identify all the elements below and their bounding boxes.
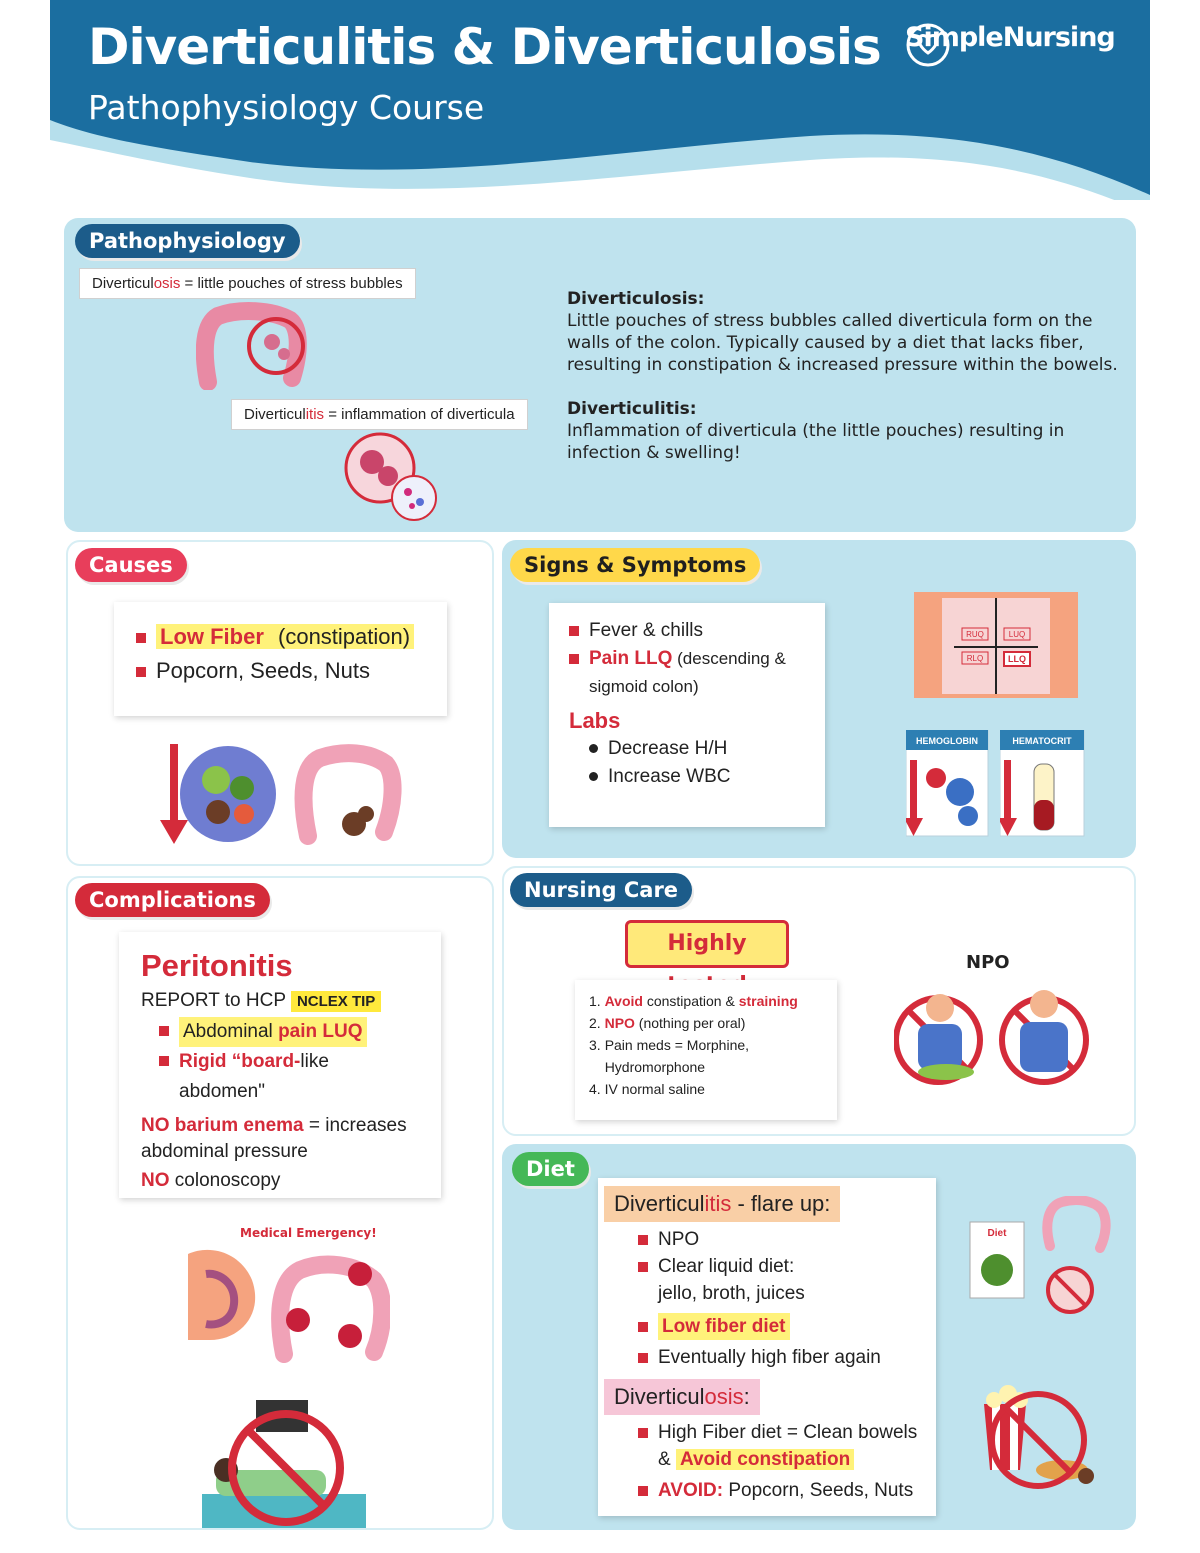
complications-pill: Complications [75,883,270,917]
diverticulosis-label: Diverticulosis = little pouches of stress bubbles [79,268,416,299]
causes-list: Low Fiber (constipation) Popcorn, Seeds, Nuts [114,602,447,716]
peritonitis-illustration [180,1244,390,1364]
colon-pouches-illustration [196,300,316,390]
quadrant-luq: LUQ [1008,630,1026,639]
diverticulitis-flare-heading: Diverticulitis - flare up: [604,1186,840,1222]
signs-list: Fever & chills Pain LLQ (descending & sigmoid colon) Labs Decrease H/H Increase WBC [549,603,825,827]
diverticulosis-description: Diverticulosis: Little pouches of stress bubbles called diverticula form on the walls of the colon. Typically caused by a diet that lacks fiber, resulting in constipation & increased pressure within the bowels. [567,289,1118,375]
highly-tested-badge: Highly [625,920,789,968]
constipated-colon-illustration [294,742,404,852]
hemoglobin-label: HEMOGLOBIN [916,736,978,746]
complications-list: Peritonitis REPORT to HCP NCLEX TIP Abdominal pain LUQ Rigid “board-like abdomen" NO barium enema = increases abdominal pressure NO colonoscopy [119,932,441,1198]
nursing-list: 1. Avoid constipation & straining 2. NPO (nothing per oral) 3. Pain meds = Morphine, Hydromorphone 4. IV normal saline [575,980,837,1120]
hematocrit-label: HEMATOCRIT [1012,736,1072,746]
hematocrit-card [1000,730,1086,840]
diet-book-colon-illustration [966,1196,1116,1316]
page-subtitle: Pathophysiology Course [88,88,485,127]
nursing-pill: Nursing Care [510,873,692,907]
diverticulitis-description: Diverticulitis: Inflammation of diverticula (the little pouches) resulting in infection & swelling! [567,399,1065,463]
brand-name: SimpleNursing [905,22,1115,53]
diet-book-label: Diet [987,1228,1007,1239]
no-colonoscopy-illustration [196,1398,376,1538]
npo-illustration [894,974,1094,1090]
abdomen-quadrants-illustration [914,592,1078,698]
hemoglobin-card [906,730,992,840]
nclex-tip-badge: NCLEX TIP [291,991,381,1012]
diet-list: Diverticulitis - flare up: NPO Clear liquid diet: jello, broth, juices Low fiber diet Eventually high fiber again Diverticulosis: High Fiber diet = Clean bowels & Avoid constipation AVOID: Popcorn, Seeds, Nuts [598,1178,936,1516]
signs-pill: Signs & Symptoms [510,548,760,582]
heart-stethoscope-icon [905,22,951,68]
page-title: Diverticulitis & Diverticulosis [88,18,881,76]
quadrant-ruq: RUQ [966,630,984,639]
pathophysiology-pill: Pathophysiology [75,224,300,258]
diverticulosis-diet-heading: Diverticulosis: [604,1379,760,1415]
medical-emergency-label: Medical Emergency! [240,1226,377,1240]
avoid-popcorn-illustration [974,1380,1104,1490]
peritonitis-heading: Peritonitis [141,948,293,983]
diverticulitis-label: Diverticulitis = inflammation of diverticula [231,399,528,430]
low-fiber-food-illustration [158,740,288,850]
npo-label: NPO [966,952,1010,973]
brand-logo [905,22,1115,53]
inflamed-pouch-illustration [342,432,442,522]
header-banner [50,0,1150,200]
quadrant-rlq: RLQ [966,654,984,663]
labs-heading: Labs [569,708,621,733]
diet-pill: Diet [512,1152,589,1186]
quadrant-llq: LLQ [1008,654,1026,664]
causes-pill: Causes [75,548,187,582]
